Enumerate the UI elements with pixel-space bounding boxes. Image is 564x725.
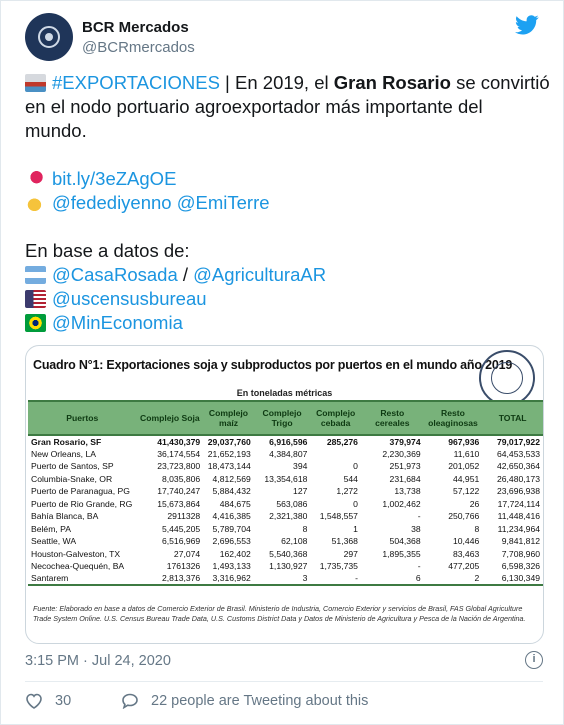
value-cell: 1,272 [336,486,358,497]
value-cell: 2911328 [167,511,201,522]
tweet-text-segment: se convirtió [450,72,550,93]
value-cell: 231,684 [389,473,421,484]
argentina-flag-icon [25,266,46,284]
value-cell: 27,074 [173,548,201,559]
port-name-cell: Belém, PA [31,523,71,534]
value-cell: 1761326 [166,561,201,572]
ship-icon [25,74,46,92]
value-cell: 1,548,557 [319,511,358,522]
tweet-authors-line [25,191,541,215]
media-card[interactable] [25,345,544,644]
header-cell: Complejo Soja [136,401,203,435]
value-cell: 2,813,376 [136,573,203,586]
value-cell: 201,052 [448,461,480,472]
value-cell: 51,368 [331,536,358,547]
value-cell: 8,035,806 [161,473,201,484]
value-cell: 6,516,969 [161,536,201,547]
value-cell: 4,812,569 [212,473,251,484]
value-cell: 36,174,554 [157,448,201,459]
tweet-header [25,13,545,61]
writing-hand-icon [25,194,46,212]
table-subtitle: En toneladas métricas [236,388,333,398]
value-cell: 17,724,114 [497,498,540,509]
table-row [28,523,543,536]
short-link[interactable]: bit.ly/3eZAgOE [52,168,177,189]
value-cell: 26,480,173 [496,473,540,484]
table-row [28,485,543,498]
value-cell: 2,321,380 [269,511,308,522]
value-cell: 5,445,205 [161,523,201,534]
port-name-cell: Columbia-Snake, OR [31,473,113,484]
brazil-flag-icon [25,314,46,332]
account-handle[interactable]: @BCRmercados [82,39,195,56]
value-cell: 6 [361,573,424,586]
value-cell: 1,130,927 [269,561,308,572]
value-cell: 6,598,326 [501,561,540,572]
table-row [28,573,543,586]
divider [25,681,543,682]
header-cell: Resto cereales [361,401,424,435]
tweeting-count-link[interactable]: 22 people are Tweeting about this [151,693,369,709]
header-cell: Puertos [28,401,136,435]
header-cell: Complejo cebada [310,401,361,435]
value-cell: 544 [343,473,358,484]
value-cell: - [417,511,421,522]
value-cell: 2,696,553 [212,536,251,547]
value-cell: 297 [343,548,358,559]
value-cell: 23,723,800 [157,461,201,472]
value-cell: 1,895,355 [382,548,421,559]
value-cell: 4,384,807 [269,448,308,459]
value-cell: 0 [353,498,358,509]
value-cell: 563,086 [276,498,308,509]
value-cell: 26 [469,498,480,509]
header-cell: Complejo maíz [203,401,254,435]
value-cell [310,448,361,461]
value-cell: - [417,561,421,572]
port-name-cell: New Orleans, LA [31,448,96,459]
value-cell: 5,540,368 [269,548,308,559]
value-cell: 42,650,364 [496,461,540,472]
header-cell: Complejo Trigo [254,401,311,435]
value-cell: 1 [353,523,358,534]
value-cell: 29,037,760 [203,435,254,448]
value-cell: 484,675 [219,498,251,509]
value-cell: 11,610 [453,448,480,459]
table-row [28,473,543,486]
info-icon[interactable]: i [525,651,543,669]
value-cell: 7,708,960 [501,548,540,559]
exports-table [28,400,543,586]
port-name-cell: Gran Rosario, SF [28,435,136,448]
source-line-brazil [25,311,541,335]
value-cell: 11,448,416 [497,511,540,522]
table-row [28,460,543,473]
value-cell: 379,974 [361,435,424,448]
table-row [28,535,543,548]
separator: / [177,264,194,285]
value-cell: 2,230,369 [382,448,421,459]
table-row [28,560,543,573]
value-cell: 23,696,938 [496,486,540,497]
value-cell: 251,973 [389,461,421,472]
header-cell: Resto oleaginosas [424,401,483,435]
table-row [28,448,543,461]
based-on-text: En base a datos de: [25,240,190,261]
table-row [28,510,543,523]
tweet-actions [25,691,545,713]
value-cell: 6,916,596 [254,435,311,448]
value-cell: 18,473,144 [207,461,251,472]
mention-mineconomia[interactable]: @MinEconomia [52,312,183,333]
value-cell: 250,766 [448,511,480,522]
value-cell: 477,205 [448,561,480,572]
tweet-link-line [25,167,541,191]
source-line-argentina [25,263,541,287]
value-cell: 162,402 [219,548,251,559]
port-name-cell: Houston-Galveston, TX [31,548,121,559]
value-cell: 17,740,247 [157,486,201,497]
value-cell: 1,493,133 [212,561,251,572]
tweet-line-1 [25,71,550,95]
value-cell: 285,276 [310,435,361,448]
mention-agricultura[interactable]: @AgriculturaAR [193,264,327,285]
value-cell: 57,122 [452,486,480,497]
like-count[interactable]: 30 [55,693,72,709]
value-cell: 8 [474,523,480,534]
mention-casarosada[interactable]: @CasaRosada [52,264,178,285]
heart-icon[interactable] [25,693,43,709]
tweet-line-2: en el nodo portuario agroexportador más importante del [25,96,483,117]
usa-flag-icon [25,290,46,308]
value-cell: 79,017,922 [482,435,543,448]
value-cell: 41,430,379 [136,435,203,448]
tweet-text-segment: | En 2019, el [219,72,334,93]
value-cell: 64,453,533 [496,448,540,459]
table-row [28,548,543,561]
value-cell: 127 [293,486,308,497]
value-cell: 21,652,193 [207,448,251,459]
value-cell: 5,789,704 [212,523,251,534]
tweet-text [25,71,550,335]
tweet-line-3: mundo. [25,120,87,141]
value-cell: 967,936 [424,435,483,448]
value-cell: 11,234,964 [497,523,540,534]
tweet-timestamp[interactable]: 3:15 PM · Jul 24, 2020 [25,653,171,669]
value-cell: 6,130,349 [482,573,543,586]
table-title: Cuadro N°1: Exportaciones soja y subproductos por puertos en el mundo año 2019 [33,358,513,372]
twitter-bird-icon[interactable] [515,15,539,35]
value-cell: 38 [411,523,421,534]
account-name[interactable]: BCR Mercados [82,19,189,36]
value-cell: 62,108 [281,536,308,547]
port-name-cell: Seattle, WA [31,536,77,547]
value-cell: 3,316,962 [203,573,254,586]
port-name-cell: Bahía Blanca, BA [31,511,99,522]
port-name-cell: Puerto de Paranagua, PG [31,486,130,497]
value-cell: 8 [302,523,308,534]
value-cell: 394 [293,461,308,472]
value-cell: 13,354,618 [264,473,308,484]
hashtag-link[interactable]: #EXPORTACIONES [52,72,220,93]
value-cell: 2 [424,573,483,586]
value-cell: 504,368 [389,536,421,547]
value-cell: 83,463 [452,548,480,559]
table-source-note: Fuente: Elaborado en base a datos de Comercio Exterior de Brasil. Ministerio de Industria, Comercio Exterior y servicios de Brasil, FAS Global Agriculture Trade System Online. U.S. Census Bureau Trade Data, U.S. Customs District Data y Datos de Ministerio de Agricultura y Pesca de la Nación de Argentina. [33,604,526,623]
table-row [28,498,543,511]
header-cell: TOTAL [482,401,543,435]
table-row [28,435,543,448]
value-cell: 1,735,735 [319,561,358,572]
value-cell: - [310,573,361,586]
pushpin-icon [25,170,46,188]
value-cell: 5,884,432 [212,486,251,497]
author-mentions[interactable]: @fedediyenno @EmiTerre [52,192,270,213]
mention-uscensus[interactable]: @uscensusbureau [52,288,207,309]
value-cell: 4,416,385 [212,511,251,522]
value-cell: 44,951 [452,473,480,484]
value-cell: 9,841,812 [501,536,540,547]
port-name-cell: Santarem [28,573,136,586]
port-name-cell: Puerto de Rio Grande, RG [31,498,133,509]
value-cell: 0 [353,461,358,472]
table-header-row [28,401,543,435]
value-cell: 3 [254,573,311,586]
value-cell: 1,002,462 [382,498,421,509]
port-name-cell: Puerto de Santos, SP [31,461,114,472]
value-cell: 15,673,864 [157,498,201,509]
tweet-bold-text: Gran Rosario [333,72,451,93]
value-cell: 13,738 [394,486,421,497]
speech-bubble-icon[interactable] [121,693,139,709]
value-cell: 10,446 [452,536,480,547]
source-line-usa [25,287,541,311]
port-name-cell: Necochea-Quequén, BA [31,561,125,572]
avatar[interactable] [25,13,73,61]
